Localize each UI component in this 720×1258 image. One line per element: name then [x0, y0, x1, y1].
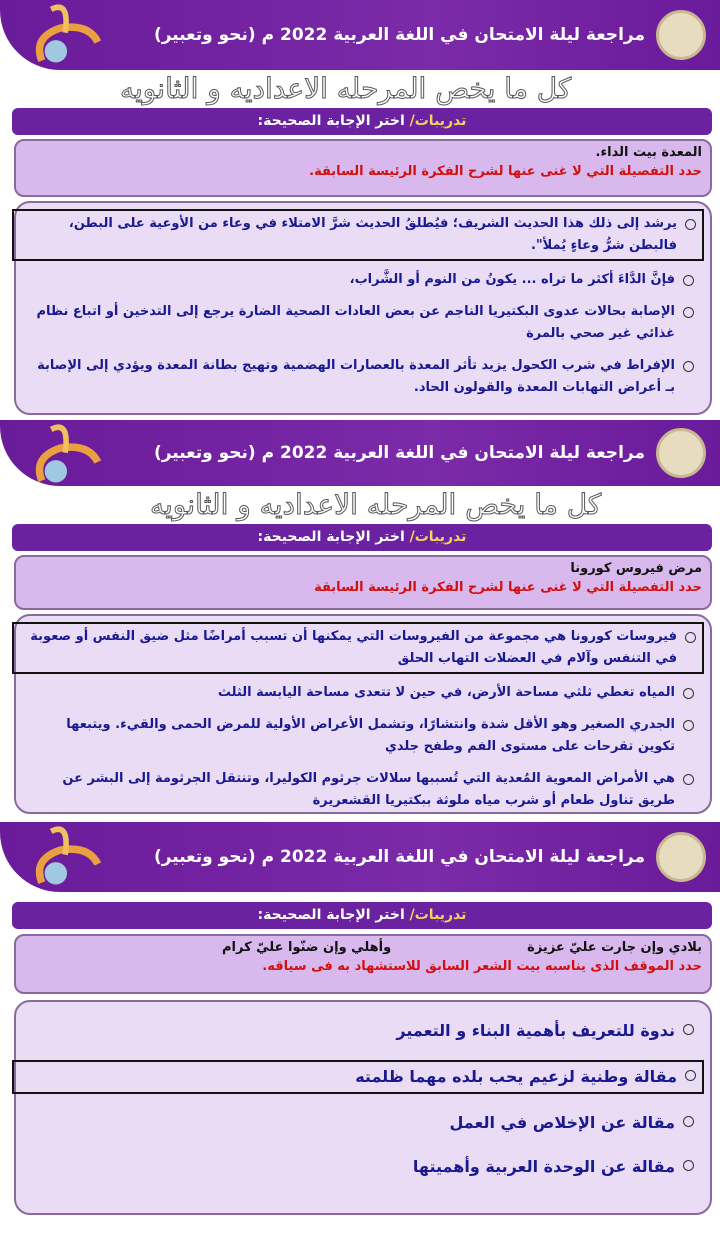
options-list [14, 614, 712, 814]
question-instruction: حدد الموقف الذى يناسبه بيت الشعر السابق للاستشهاد به فى سياقه. [262, 959, 702, 974]
option-3[interactable] [26, 712, 700, 760]
radio-icon[interactable] [683, 1160, 694, 1171]
option-3[interactable] [26, 1108, 700, 1138]
radio-icon[interactable] [683, 720, 694, 731]
question-box [14, 934, 712, 994]
option-text: مقالة عن الوحدة العربية وأهميتها [412, 1157, 675, 1176]
option-text: مقالة عن الإخلاص في العمل [449, 1113, 675, 1132]
radio-icon[interactable] [685, 219, 696, 230]
options-list [14, 1000, 712, 1215]
radio-icon[interactable] [685, 1070, 696, 1081]
radio-icon[interactable] [683, 1116, 694, 1127]
bar-text: اختر الإجابة الصحيحة: [257, 907, 405, 923]
option-text: الجدري الصغير وهو الأقل شدة وانتشارًا، وتشمل الأعراض الأولية للمرض الحمى والقيء. ويتبعها تكوين تقرحات على مستوى الفم وطفح جلدي [66, 717, 675, 754]
option-text: المياه تغطي ثلثي مساحة الأرض، في حين لا تتعدى مساحة اليابسة الثلث [217, 685, 675, 700]
calligraphy-logo-icon [20, 420, 115, 490]
option-text: ندوة للتعريف بأهمية البناء و التعمير [396, 1021, 675, 1040]
option-4[interactable] [26, 1152, 700, 1182]
header-title: مراجعة ليلة الامتحان في اللغة العربية 2022 م (نحو وتعبير) [153, 25, 645, 45]
bar-label: تدريبات/ [409, 907, 467, 923]
options-list [14, 201, 712, 415]
option-text: الإصابة بحالات عدوى البكتيريا الناجم عن بعض العادات الصحية الضارة يرجع إلى التدخين أو اتباع نظام غذائي غير صحي بالمرة [36, 304, 675, 341]
instruction-bar [12, 902, 712, 929]
bar-label: تدريبات/ [409, 113, 467, 129]
option-text: مقالة وطنية لزعيم يحب بلده مهما ظلمته [355, 1067, 677, 1086]
question-box [14, 139, 712, 197]
question-box [14, 555, 712, 610]
radio-icon[interactable] [683, 774, 694, 785]
verse-second-half: وأهلي وإن ضنّوا عليّ كرام [222, 940, 392, 955]
question-topic: المعدة بيت الداء. [595, 145, 702, 160]
calligraphy-logo-icon [20, 822, 115, 892]
radio-icon[interactable] [683, 307, 694, 318]
option-1[interactable] [26, 1016, 700, 1046]
bar-label: تدريبات/ [409, 529, 467, 545]
bar-text: اختر الإجابة الصحيحة: [257, 529, 405, 545]
exam-page-1 [0, 0, 720, 418]
option-1[interactable] [12, 209, 704, 261]
option-text: الإفراط في شرب الكحول يزيد تأثر المعدة بالعصارات الهضمية وتهيج بطانة المعدة ويؤدي إلى الإصابة بـ أعراض التهابات المعدة والقولون الحاد. [37, 358, 675, 395]
header-title: مراجعة ليلة الامتحان في اللغة العربية 2022 م (نحو وتعبير) [153, 443, 645, 463]
option-text: فيروسات كورونا هي مجموعة من الفيروسات التي يمكنها أن تسبب أمراضًا مثل ضيق النفس أو صعوبة في التنفس وآلام في العضلات التهاب الحلق [30, 629, 677, 666]
ministry-seal [656, 832, 706, 882]
option-4[interactable] [26, 353, 700, 401]
radio-icon[interactable] [683, 361, 694, 372]
option-4[interactable] [26, 766, 700, 814]
poem-verse [222, 940, 702, 955]
exam-page-3 [0, 822, 720, 1242]
option-2[interactable] [12, 1060, 704, 1094]
instruction-bar [12, 108, 712, 135]
ministry-seal [656, 10, 706, 60]
option-2[interactable] [26, 680, 700, 706]
option-2[interactable] [26, 267, 700, 293]
radio-icon[interactable] [683, 275, 694, 286]
header-title: مراجعة ليلة الامتحان في اللغة العربية 2022 م (نحو وتعبير) [153, 847, 645, 867]
watermark: كل ما يخص المرحله الاعداديه و الثانويه [120, 72, 572, 105]
bar-text: اختر الإجابة الصحيحة: [257, 113, 405, 129]
instruction-bar [12, 524, 712, 551]
ministry-seal [656, 428, 706, 478]
question-instruction: حدد التفصيلة التي لا غنى عنها لشرح الفكرة الرئيسة السابقة [314, 580, 702, 595]
calligraphy-logo-icon [20, 0, 115, 70]
watermark: كل ما يخص المرحله الاعداديه و الثانويه [150, 488, 602, 521]
radio-icon[interactable] [685, 632, 696, 643]
radio-icon[interactable] [683, 688, 694, 699]
question-instruction: حدد التفصيلة التي لا غنى عنها لشرح الفكرة الرئيسة السابقة. [309, 164, 702, 179]
option-text: يرشد إلى ذلك هذا الحديث الشريف؛ فيُطلقُ الحديث شرَّ الامتلاء في وعاء من الأوعية على البطن، فالبطن شرُّ وعاءٍ يُملأ". [68, 216, 677, 253]
question-topic: مرض فيروس كورونا [570, 561, 702, 576]
option-1[interactable] [12, 622, 704, 674]
verse-first-half: بلادي وإن جارت عليّ عزيزة [527, 940, 702, 955]
radio-icon[interactable] [683, 1024, 694, 1035]
exam-page-2 [0, 420, 720, 815]
option-text: فإنَّ الدَّاءَ أكثر ما تراه ... يكونُ من النوم أو الشَّراب، [349, 272, 675, 287]
option-3[interactable] [26, 299, 700, 347]
option-text: هي الأمراض المعوية المُعدية التي تُسببها سلالات جرثوم الكوليرا، وتنتقل الجرثومة إلى البشر عن طريق تناول طعام أو شرب مياه ملوثة ببكتيريا القشعريرة [62, 771, 675, 808]
